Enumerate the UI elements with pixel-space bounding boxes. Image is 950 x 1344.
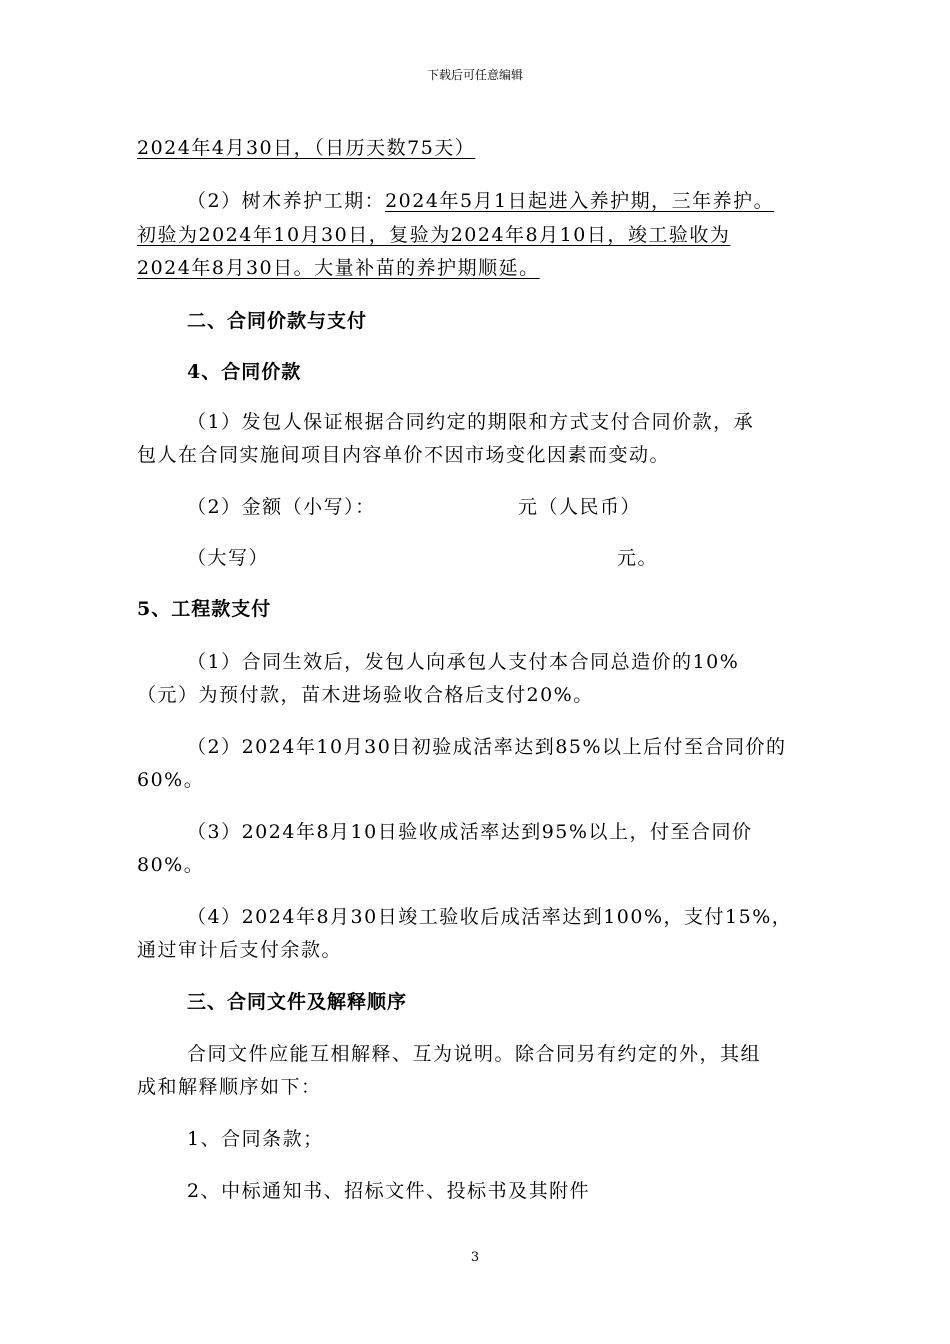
paragraph-line: 成和解释顺序如下： (137, 1076, 322, 1098)
list-item: 2、中标通知书、招标文件、投标书及其附件 (187, 1180, 591, 1202)
section-heading-price-payment: 二、合同价款与支付 (187, 310, 368, 332)
amount-uppercase-label: （大写） (187, 547, 270, 569)
paragraph-line: 通过审计后支付余款。 (137, 939, 343, 961)
replanting-note-line: 2024年8月30日。大量补苗的养护期顺延。 (137, 257, 540, 279)
paragraph-line: （1）发包人保证根据合同约定的期限和方式支付合同价款，承 (187, 411, 755, 433)
acceptance-dates-line: 初验为2024年10月30日，复验为2024年8月10日，竣工验收为 (137, 224, 731, 246)
paragraph-line: （元）为预付款，苗木进场验收合格后支付20%。 (137, 684, 594, 706)
paragraph-line: 60%。 (137, 769, 205, 791)
subheading-contract-price: 4、合同价款 (187, 361, 302, 383)
page-number: 3 (470, 1250, 480, 1265)
paragraph-line: （1）合同生效后，发包人向承包人支付本合同总造价的10% (187, 651, 740, 673)
paragraph-line: 合同文件应能互相解释、互为说明。除合同另有约定的外，其组 (187, 1043, 762, 1065)
paragraph-line: （4）2024年8月30日竣工验收后成活率达到100%，支付15%， (187, 906, 793, 928)
paragraph-line: （2）2024年10月30日初验成活率达到85%以上后付至合同价的 (187, 736, 787, 758)
amount-lowercase-label: （2）金额（小写）： (187, 496, 376, 518)
amount-lowercase-unit: 元（人民币） (518, 496, 642, 518)
subheading-payment: 5、工程款支付 (137, 598, 272, 620)
maintenance-period-value: 2024年5月1日起进入养护期，三年养护。 (385, 190, 775, 212)
section-heading-contract-documents: 三、合同文件及解释顺序 (187, 991, 408, 1013)
maintenance-period-line (187, 189, 774, 213)
paragraph-line: 包人在合同实施间项目内容单价不因市场变化因素而变动。 (137, 444, 671, 466)
paragraph-line: 80%。 (137, 854, 205, 876)
maintenance-period-label: （2）树木养护工期： (187, 190, 386, 212)
page-header: 下载后可任意编辑 (426, 68, 523, 82)
construction-period-end-line: 2024年4月30日，（日历天数75天） (137, 137, 476, 159)
list-item: 1、合同条款； (187, 1128, 324, 1150)
amount-uppercase-unit: 元。 (617, 547, 659, 569)
paragraph-line: （3）2024年8月10日验收成活率达到95%以上，付至合同价 (187, 821, 753, 843)
